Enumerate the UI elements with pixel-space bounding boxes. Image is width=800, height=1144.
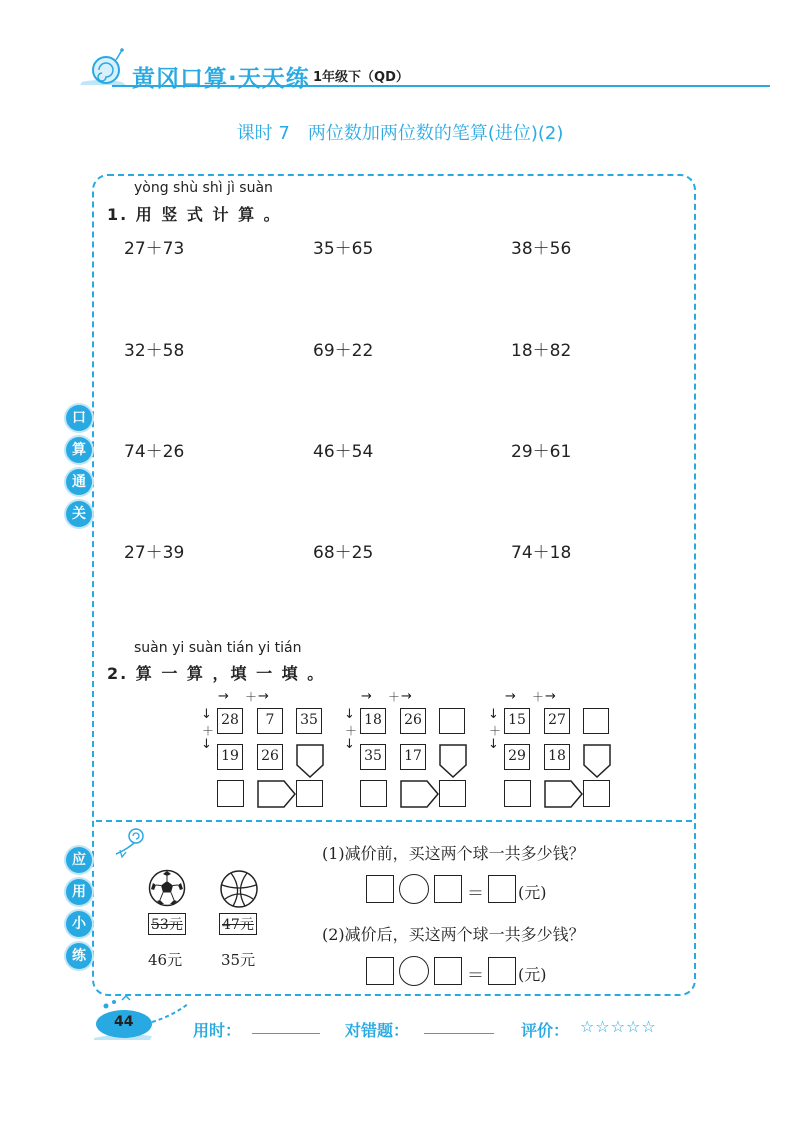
arrow-right-icon: → <box>258 689 269 704</box>
grid-cell: 26 <box>400 708 426 734</box>
addition-grid-2 <box>343 690 473 810</box>
rating-stars[interactable]: ☆☆☆☆☆ <box>580 1017 657 1036</box>
operand-box[interactable] <box>366 875 394 903</box>
down-pentagon-box[interactable] <box>296 744 324 778</box>
operator-circle[interactable] <box>399 874 429 904</box>
answer-box[interactable] <box>504 780 531 807</box>
sub-question-1: (1)减价前，买这两个球一共多少钱？ <box>322 844 585 863</box>
unit-label: (元) <box>518 883 547 902</box>
right-pentagon-box[interactable] <box>257 780 297 808</box>
expr-9: 29＋61 <box>511 442 572 462</box>
expr-12: 74＋18 <box>511 543 572 563</box>
expr-8: 46＋54 <box>313 442 374 462</box>
snail-doodle-icon <box>112 826 148 860</box>
expr-4: 32＋58 <box>124 341 185 361</box>
plus-sign: ＋ <box>202 724 215 738</box>
expr-3: 38＋56 <box>511 239 572 259</box>
page-snail-icon <box>92 992 202 1042</box>
expr-1: 27＋73 <box>124 239 185 259</box>
right-pentagon-box[interactable] <box>400 780 440 808</box>
addition-grid-3 <box>487 690 617 810</box>
answer-box[interactable] <box>296 780 323 807</box>
grid-cell[interactable] <box>439 708 465 734</box>
equals-sign: ＝ <box>467 884 484 904</box>
equation-row-1 <box>366 873 566 905</box>
unit-label: (元) <box>518 965 547 984</box>
arrow-right-icon: → <box>401 689 412 704</box>
answer-box[interactable] <box>360 780 387 807</box>
answer-box[interactable] <box>217 780 244 807</box>
plus-sign: ＋ <box>489 724 502 738</box>
plus-sign: ＋ <box>245 690 258 704</box>
section-divider <box>96 820 692 822</box>
side-label-ying: 应 <box>66 847 92 873</box>
expr-11: 68＋25 <box>313 543 374 563</box>
q2-title: 2. 算 一 算 ，填 一 填 。 <box>107 664 326 683</box>
arrow-right-icon: → <box>545 689 556 704</box>
grid-cell: 19 <box>217 744 243 770</box>
soccer-new-price: 46元 <box>148 951 183 969</box>
result-box[interactable] <box>488 875 516 903</box>
side-label-lian: 练 <box>66 943 92 969</box>
errors-input-line[interactable] <box>424 1033 494 1034</box>
expr-7: 74＋26 <box>124 442 185 462</box>
side-label-guan: 关 <box>66 501 92 527</box>
equals-sign: ＝ <box>467 966 484 986</box>
grid-cell: 17 <box>400 744 426 770</box>
expr-5: 69＋22 <box>313 341 374 361</box>
grid-cell[interactable]: 35 <box>296 708 322 734</box>
q2-pinyin: suàn yi suàn tián yi tián <box>134 640 302 656</box>
lesson-title: 课时 7 两位数加两位数的笔算(进位)(2) <box>236 123 564 144</box>
arrow-right-icon: → <box>505 689 516 704</box>
sub-question-2: (2)减价后，买这两个球一共多少钱？ <box>322 925 585 944</box>
side-label-suan: 算 <box>66 437 92 463</box>
operator-circle[interactable] <box>399 956 429 986</box>
q1-title: 1. 用 竖 式 计 算 。 <box>107 205 282 224</box>
basketball-icon <box>219 869 259 909</box>
grid-cell: 15 <box>504 708 530 734</box>
answer-box[interactable] <box>439 780 466 807</box>
side-label-xiao: 小 <box>66 911 92 937</box>
plus-sign: ＋ <box>388 690 401 704</box>
basketball-new-price: 35元 <box>221 951 256 969</box>
arrow-down-icon: ↓ <box>488 707 499 722</box>
header-divider <box>112 85 770 87</box>
arrow-down-icon: ↓ <box>201 737 212 752</box>
grid-cell: 7 <box>257 708 283 734</box>
right-pentagon-box[interactable] <box>544 780 584 808</box>
plus-sign: ＋ <box>345 724 358 738</box>
errors-label: 对错题： <box>345 1021 410 1040</box>
arrow-down-icon: ↓ <box>344 737 355 752</box>
grid-cell: 35 <box>360 744 386 770</box>
grid-cell: 28 <box>217 708 243 734</box>
side-label-kou: 口 <box>66 405 92 431</box>
grid-cell: 26 <box>257 744 283 770</box>
basketball-old-price: 47元 <box>219 913 257 935</box>
q1-pinyin: yòng shù shì jì suàn <box>134 180 273 196</box>
time-label: 用时： <box>193 1021 242 1040</box>
soccer-ball-icon <box>148 869 186 907</box>
grid-cell[interactable] <box>583 708 609 734</box>
down-pentagon-box[interactable] <box>583 744 611 778</box>
page-number: 44 <box>114 1014 134 1030</box>
grade-label: 1年级下（QD） <box>313 70 409 85</box>
expr-6: 18＋82 <box>511 341 572 361</box>
arrow-down-icon: ↓ <box>201 707 212 722</box>
grid-cell: 27 <box>544 708 570 734</box>
arrow-down-icon: ↓ <box>488 737 499 752</box>
time-input-line[interactable] <box>252 1033 320 1034</box>
expr-10: 27＋39 <box>124 543 185 563</box>
soccer-old-price: 53元 <box>148 913 186 935</box>
arrow-right-icon: → <box>218 689 229 704</box>
addition-grid-1 <box>200 690 330 810</box>
answer-box[interactable] <box>583 780 610 807</box>
brand-title: 黄冈口算·天天练 <box>132 66 310 92</box>
operand-box[interactable] <box>434 875 462 903</box>
equation-row-2 <box>366 955 566 987</box>
arrow-down-icon: ↓ <box>344 707 355 722</box>
grid-cell: 29 <box>504 744 530 770</box>
down-pentagon-box[interactable] <box>439 744 467 778</box>
expr-2: 35＋65 <box>313 239 374 259</box>
operand-box[interactable] <box>366 957 394 985</box>
snail-logo-icon <box>78 48 134 88</box>
arrow-right-icon: → <box>361 689 372 704</box>
grid-cell: 18 <box>360 708 386 734</box>
side-label-tong: 通 <box>66 469 92 495</box>
operand-box[interactable] <box>434 957 462 985</box>
result-box[interactable] <box>488 957 516 985</box>
grid-cell: 18 <box>544 744 570 770</box>
rating-label: 评价： <box>521 1021 570 1040</box>
side-label-yong: 用 <box>66 879 92 905</box>
plus-sign: ＋ <box>532 690 545 704</box>
